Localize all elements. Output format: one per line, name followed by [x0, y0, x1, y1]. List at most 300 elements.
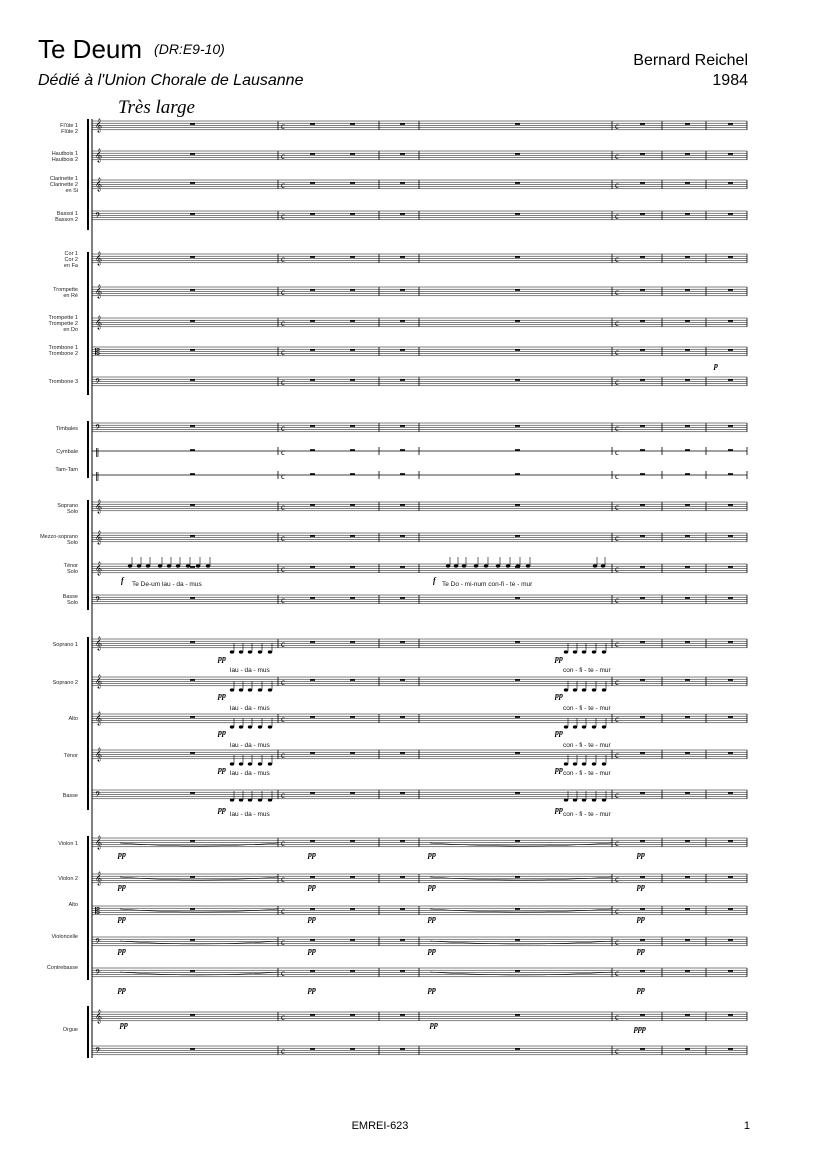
dynamic-marking: pp [118, 946, 126, 955]
whole-rest [685, 566, 690, 568]
whole-rest [190, 473, 195, 475]
whole-rest [728, 320, 733, 322]
whole-rest [640, 939, 645, 941]
whole-rest [685, 840, 690, 842]
dynamic-marking: pp [118, 985, 126, 994]
whole-rest [728, 840, 733, 842]
whole-rest [350, 908, 355, 910]
whole-rest [685, 716, 690, 718]
whole-rest [728, 289, 733, 291]
time-signature: c [615, 564, 619, 574]
whole-rest [350, 182, 355, 184]
lyric-line: con - fi - te - mur [563, 742, 611, 749]
whole-rest [350, 679, 355, 681]
treble-clef-icon: 𝄞 [95, 177, 103, 191]
instrument-label: en Ré [63, 293, 78, 299]
whole-rest [685, 256, 690, 258]
time-signature: c [615, 502, 619, 512]
whole-rest [350, 289, 355, 291]
whole-rest [640, 1048, 645, 1050]
time-signature: c [281, 677, 285, 687]
whole-rest [685, 641, 690, 643]
whole-rest [190, 349, 195, 351]
time-signature: c [281, 564, 285, 574]
whole-rest [400, 970, 405, 972]
dynamic-marking: pp [308, 914, 316, 923]
whole-rest [190, 939, 195, 941]
whole-rest [685, 213, 690, 215]
whole-rest [640, 213, 645, 215]
whole-rest [190, 1014, 195, 1016]
dynamic-marking: pp [308, 882, 316, 891]
whole-rest [728, 182, 733, 184]
note-head [592, 688, 596, 691]
whole-rest [515, 349, 520, 351]
whole-rest [685, 320, 690, 322]
staff [92, 747, 747, 761]
whole-rest [400, 597, 405, 599]
time-signature: c [615, 750, 619, 760]
whole-rest [310, 597, 315, 599]
instrument-label: Soprano [57, 503, 78, 509]
whole-rest [640, 449, 645, 451]
instrument-label: Basson 2 [55, 217, 78, 223]
dynamic-marking: f [121, 576, 124, 585]
percussion-clef-icon: ‖ [95, 472, 100, 482]
whole-rest [310, 449, 315, 451]
whole-rest [190, 566, 195, 568]
note-head [602, 725, 606, 728]
whole-rest [400, 153, 405, 155]
publisher-code: EMREI-623 [351, 1120, 409, 1132]
whole-rest [515, 970, 520, 972]
whole-rest [400, 320, 405, 322]
instrument-label: Contrebasse [46, 965, 78, 971]
whole-rest [685, 939, 690, 941]
catalog-number: (DR:E9-10) [154, 41, 225, 57]
instrument-label: Basse [62, 594, 78, 600]
whole-rest [640, 716, 645, 718]
note-head [602, 798, 606, 801]
time-signature: c [615, 790, 619, 800]
whole-rest [685, 908, 690, 910]
treble-clef-icon: 𝄞 [95, 499, 103, 513]
whole-rest [310, 504, 315, 506]
whole-rest [190, 840, 195, 842]
instrument-label: Timbales [55, 426, 78, 432]
whole-rest [685, 876, 690, 878]
note-head [601, 564, 605, 567]
whole-rest [310, 876, 315, 878]
whole-rest [310, 123, 315, 125]
whole-rest [310, 379, 315, 381]
whole-rest [515, 449, 520, 451]
treble-clef-icon: 𝄞 [95, 674, 103, 688]
instrument-label: Alto [68, 902, 78, 908]
note-head [268, 725, 272, 728]
time-signature: c [615, 447, 619, 457]
whole-rest [190, 597, 195, 599]
time-signature: c [615, 968, 619, 978]
whole-rest [350, 473, 355, 475]
whole-rest [400, 939, 405, 941]
time-signature: c [615, 838, 619, 848]
whole-rest [728, 597, 733, 599]
dynamic-marking: pp [430, 1020, 438, 1029]
whole-rest [350, 153, 355, 155]
whole-rest [350, 792, 355, 794]
whole-rest [515, 182, 520, 184]
instrument-label: Trompette 1 [48, 315, 78, 321]
whole-rest [310, 349, 315, 351]
whole-rest [685, 289, 690, 291]
whole-rest [190, 641, 195, 643]
note-head [176, 564, 180, 567]
whole-rest [685, 425, 690, 427]
instrument-label: Violon 2 [58, 876, 78, 882]
instrument-label: Soprano 1 [52, 642, 78, 648]
whole-rest [515, 473, 520, 475]
note-head [258, 762, 262, 765]
note-head [258, 798, 262, 801]
staff [92, 148, 747, 162]
note-head [230, 688, 234, 691]
instrument-label: Bassoi 1 [56, 211, 78, 217]
time-signature: c [615, 595, 619, 605]
dynamic-marking: pp [637, 985, 645, 994]
instrument-label: Trombone 2 [48, 351, 78, 357]
staff [92, 346, 747, 358]
instrument-label: Trompette [53, 287, 78, 293]
time-signature: c [281, 211, 285, 221]
whole-rest [728, 425, 733, 427]
whole-rest [400, 123, 405, 125]
bass-clef-icon: 𝄢 [95, 596, 101, 606]
whole-rest [728, 379, 733, 381]
whole-rest [400, 752, 405, 754]
whole-rest [350, 535, 355, 537]
whole-rest [350, 641, 355, 643]
whole-rest [350, 256, 355, 258]
lyric-line: lau - da - mus [230, 742, 270, 749]
whole-rest [350, 449, 355, 451]
whole-rest [685, 379, 690, 381]
note-head [239, 688, 243, 691]
time-signature: c [615, 287, 619, 297]
whole-rest [640, 1014, 645, 1016]
note-head [230, 798, 234, 801]
note-head [573, 650, 577, 653]
whole-rest [728, 679, 733, 681]
dynamic-marking: pp [118, 882, 126, 891]
staff [92, 674, 747, 688]
dynamic-marking: pp [218, 654, 226, 663]
whole-rest [190, 425, 195, 427]
staff [92, 284, 747, 298]
whole-rest [400, 876, 405, 878]
note-head [268, 798, 272, 801]
time-signature: c [281, 714, 285, 724]
whole-rest [310, 1014, 315, 1016]
whole-rest [640, 679, 645, 681]
whole-rest [350, 876, 355, 878]
instrument-label: Clarinette 1 [49, 176, 78, 182]
bass-clef-icon: 𝄢 [95, 938, 101, 948]
dynamic-marking: pp [308, 850, 316, 859]
whole-rest [640, 289, 645, 291]
whole-rest [310, 473, 315, 475]
whole-rest [685, 504, 690, 506]
instrument-label: Basse [62, 793, 78, 799]
whole-rest [400, 349, 405, 351]
time-signature: c [615, 211, 619, 221]
time-signature: c [615, 639, 619, 649]
whole-rest [515, 320, 520, 322]
whole-rest [310, 792, 315, 794]
dynamic-marking: pp [308, 946, 316, 955]
whole-rest [310, 289, 315, 291]
note-head [592, 725, 596, 728]
whole-rest [350, 425, 355, 427]
dynamic-marking: pp [428, 914, 436, 923]
staff [92, 968, 747, 979]
dynamic-marking: pp [555, 728, 563, 737]
whole-rest [685, 752, 690, 754]
whole-rest [640, 182, 645, 184]
dynamic-marking: pp [118, 850, 126, 859]
note-head [186, 564, 190, 567]
whole-rest [515, 597, 520, 599]
whole-rest [640, 320, 645, 322]
staff [92, 211, 747, 222]
note-head [239, 798, 243, 801]
instrument-label: Violoncelle [51, 934, 78, 940]
whole-rest [190, 153, 195, 155]
whole-rest [190, 679, 195, 681]
whole-rest [728, 641, 733, 643]
dynamic-marking: pp [555, 691, 563, 700]
note-head [446, 564, 450, 567]
staff [92, 315, 747, 329]
note-head [268, 650, 272, 653]
note-head [573, 688, 577, 691]
time-signature: c [615, 121, 619, 131]
treble-clef-icon: 𝄞 [95, 835, 103, 849]
whole-rest [728, 939, 733, 941]
percussion-clef-icon: ‖ [95, 448, 100, 458]
time-signature: c [281, 151, 285, 161]
whole-rest [685, 679, 690, 681]
whole-rest [190, 970, 195, 972]
whole-rest [640, 597, 645, 599]
whole-rest [685, 153, 690, 155]
instrument-label: Flûte 2 [61, 129, 78, 135]
whole-rest [400, 1048, 405, 1050]
treble-clef-icon: 𝄞 [95, 315, 103, 329]
note-head [248, 688, 252, 691]
bass-clef-icon: 𝄢 [95, 1047, 101, 1057]
instrument-label: Cymbale [56, 449, 78, 455]
whole-rest [640, 840, 645, 842]
time-signature: c [281, 502, 285, 512]
whole-rest [310, 752, 315, 754]
whole-rest [728, 752, 733, 754]
time-signature: c [281, 254, 285, 264]
whole-rest [190, 908, 195, 910]
treble-clef-icon: 𝄞 [95, 561, 103, 575]
time-signature: c [281, 1046, 285, 1056]
time-signature: c [615, 1046, 619, 1056]
whole-rest [515, 379, 520, 381]
alto-clef-icon: 𝄡 [95, 348, 101, 358]
whole-rest [685, 349, 690, 351]
note-head [564, 725, 568, 728]
instrument-label: Trombone 1 [48, 345, 78, 351]
whole-rest [728, 792, 733, 794]
note-head [602, 762, 606, 765]
instrument-label: Cor 2 [64, 257, 78, 263]
whole-rest [728, 566, 733, 568]
note-head [516, 564, 520, 567]
whole-rest [640, 908, 645, 910]
note-head [602, 688, 606, 691]
time-signature: c [281, 180, 285, 190]
note-head [239, 725, 243, 728]
whole-rest [640, 349, 645, 351]
dynamic-marking: pp [218, 805, 226, 814]
whole-rest [400, 840, 405, 842]
whole-rest [515, 123, 520, 125]
whole-rest [640, 123, 645, 125]
lyric-line: Te Do - mi-num con-fi - te - mur [442, 581, 533, 588]
whole-rest [515, 256, 520, 258]
whole-rest [685, 1014, 690, 1016]
whole-rest [515, 679, 520, 681]
whole-rest [310, 153, 315, 155]
whole-rest [350, 379, 355, 381]
staff [92, 251, 747, 265]
whole-rest [400, 449, 405, 451]
whole-rest [350, 840, 355, 842]
treble-clef-icon: 𝄞 [95, 747, 103, 761]
time-signature: c [281, 447, 285, 457]
whole-rest [310, 320, 315, 322]
note-head [167, 564, 171, 567]
instrument-label: en Do [63, 327, 78, 333]
note-head [526, 564, 530, 567]
instrument-label: Hautbois 2 [51, 157, 78, 163]
staff [92, 1009, 747, 1023]
time-signature: c [281, 347, 285, 357]
note-head [258, 650, 262, 653]
note-head [239, 650, 243, 653]
whole-rest [310, 256, 315, 258]
whole-rest [350, 1048, 355, 1050]
note-head [248, 798, 252, 801]
whole-rest [350, 349, 355, 351]
instrument-label: en Fa [63, 263, 78, 269]
treble-clef-icon: 𝄞 [95, 284, 103, 298]
whole-rest [685, 123, 690, 125]
dynamic-marking: pp [428, 985, 436, 994]
note-head [582, 798, 586, 801]
staff [92, 790, 747, 801]
staff [92, 377, 747, 388]
whole-rest [400, 289, 405, 291]
whole-rest [310, 535, 315, 537]
note-head [484, 564, 488, 567]
note-head [268, 688, 272, 691]
whole-rest [350, 752, 355, 754]
whole-rest [515, 153, 520, 155]
staff [92, 1046, 747, 1057]
whole-rest [400, 566, 405, 568]
whole-rest [515, 752, 520, 754]
whole-rest [310, 840, 315, 842]
whole-rest [685, 597, 690, 599]
dynamic-marking: pp [428, 882, 436, 891]
time-signature: c [615, 471, 619, 481]
bass-clef-icon: 𝄢 [95, 791, 101, 801]
treble-clef-icon: 𝄞 [95, 711, 103, 725]
whole-rest [400, 908, 405, 910]
instrument-label: Alto [68, 716, 78, 722]
whole-rest [640, 792, 645, 794]
dynamic-marking: pp [637, 882, 645, 891]
whole-rest [190, 213, 195, 215]
whole-rest [310, 716, 315, 718]
whole-rest [190, 1048, 195, 1050]
whole-rest [310, 641, 315, 643]
whole-rest [350, 320, 355, 322]
staff [92, 118, 747, 132]
note-head [462, 564, 466, 567]
instrument-label: Trompette 2 [48, 321, 78, 327]
whole-rest [640, 504, 645, 506]
dynamic-marking: pp [555, 765, 563, 774]
whole-rest [515, 213, 520, 215]
whole-rest [400, 379, 405, 381]
time-signature: c [281, 1012, 285, 1022]
note-head [582, 688, 586, 691]
whole-rest [350, 504, 355, 506]
alto-clef-icon: 𝄡 [95, 907, 101, 917]
time-signature: c [281, 750, 285, 760]
year: 1984 [712, 72, 748, 89]
tempo-marking: Très large [118, 97, 195, 118]
whole-rest [515, 939, 520, 941]
treble-clef-icon: 𝄞 [95, 530, 103, 544]
time-signature: c [615, 1012, 619, 1022]
instrument-label: Ténor [63, 753, 78, 759]
whole-rest [640, 535, 645, 537]
lyric-line: con - fi - te - mur [563, 667, 611, 674]
time-signature: c [615, 677, 619, 687]
whole-rest [310, 939, 315, 941]
instrument-label: Cor 1 [64, 251, 78, 257]
instrument-label: en Si [65, 188, 78, 194]
time-signature: c [615, 151, 619, 161]
whole-rest [350, 566, 355, 568]
whole-rest [310, 908, 315, 910]
whole-rest [515, 840, 520, 842]
whole-rest [190, 449, 195, 451]
whole-rest [640, 379, 645, 381]
time-signature: c [281, 937, 285, 947]
whole-rest [728, 473, 733, 475]
whole-rest [190, 320, 195, 322]
bass-clef-icon: 𝄢 [95, 212, 101, 222]
